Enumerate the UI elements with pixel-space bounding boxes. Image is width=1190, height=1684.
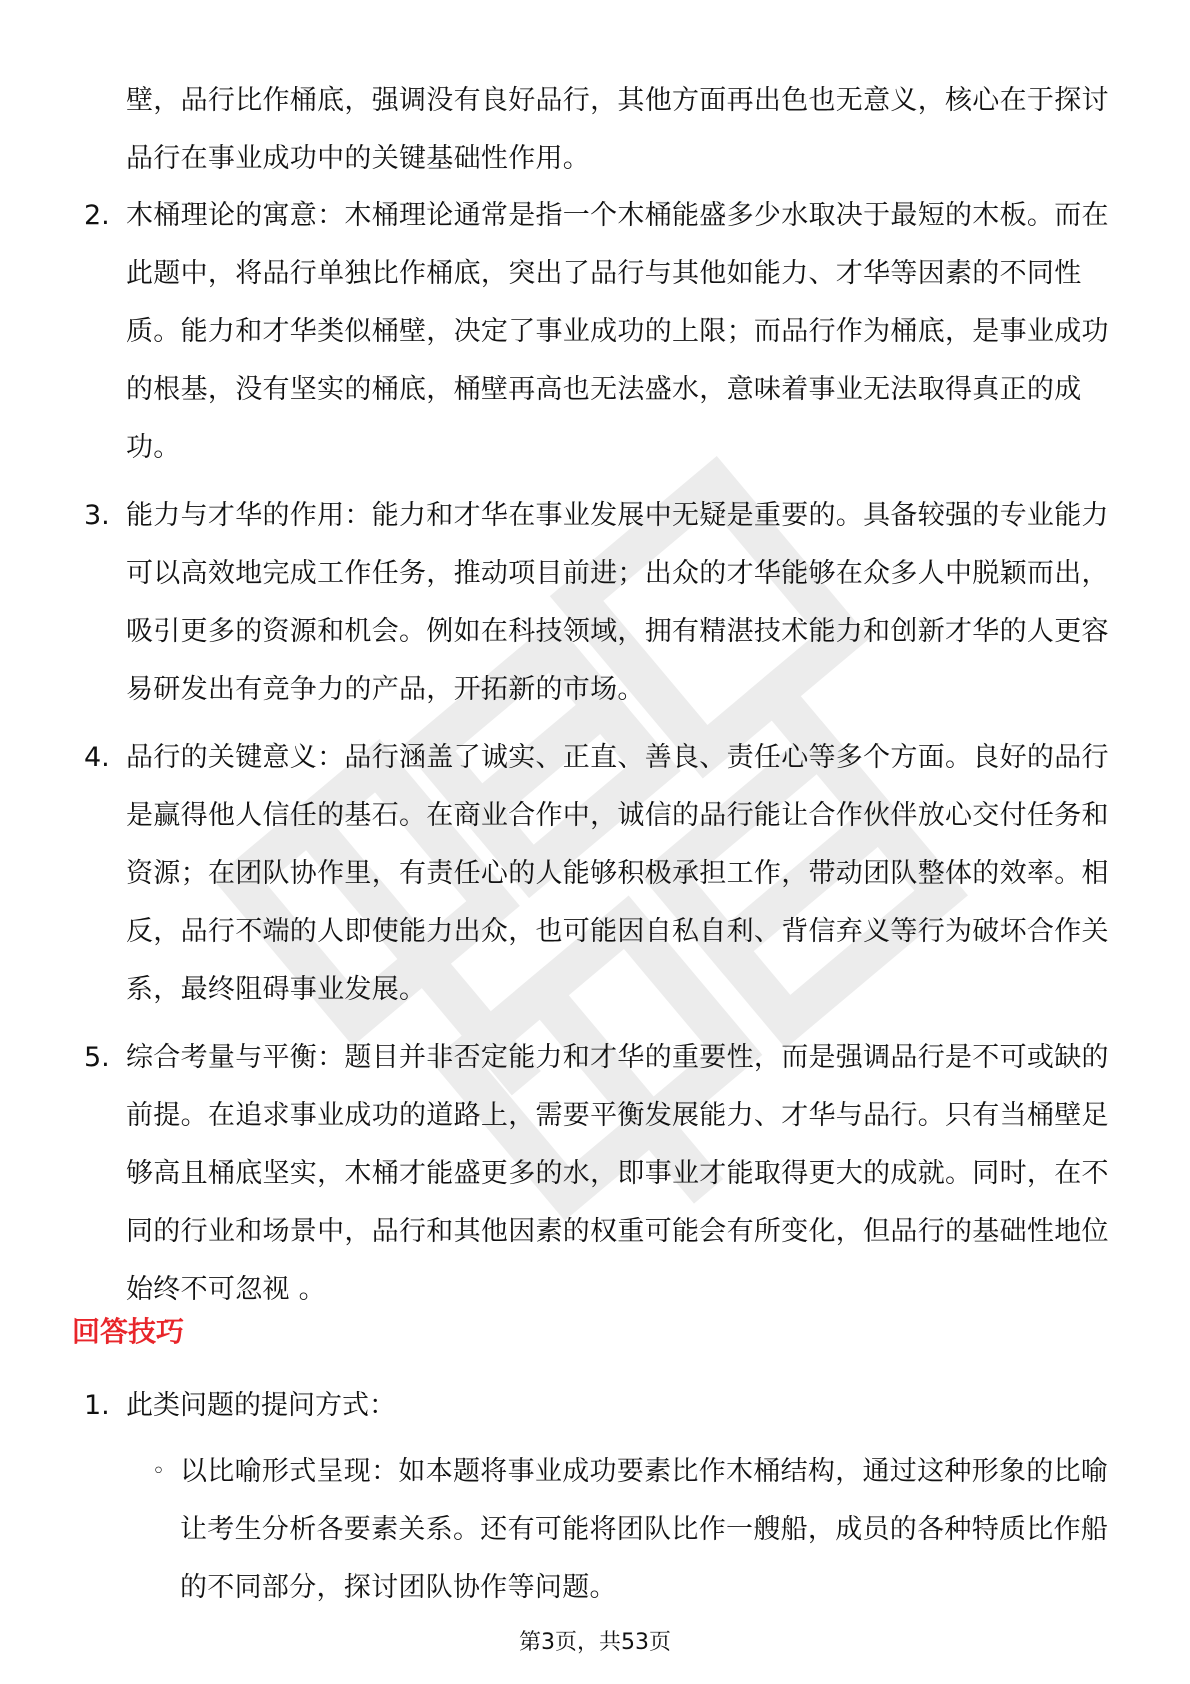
page-number-footer: 第3页，共53页: [519, 1630, 671, 1655]
list-item-text: 品行的关键意义：品行涵盖了诚实、正直、善良、责任心等多个方面。良好的品行是赢得他人信任的基石。在商业合作中，诚信的品行能让合作伙伴放心交付任务和资源；在团队协作里，有责任心的人能够积极承担工作，带动团队整体的效率。相反，品行不端的人即使能力出众，也可能因自私自利、背信弃义等行为破坏合作关系，最终阻碍事业发展。: [126, 742, 1109, 1005]
list-item: [0, 1029, 1190, 1319]
sub-list-item: [0, 1443, 1190, 1617]
section-heading-tips: 回答技巧: [72, 1315, 185, 1348]
analysis-list: [0, 187, 1190, 1329]
hollow-bullet-icon: ◦: [152, 1459, 165, 1484]
continuation-paragraph: 壁，品行比作桶底，强调没有良好品行，其他方面再出色也无意义，核心在于探讨品行在事业成功中的关键基础性作用。: [126, 85, 1109, 174]
list-item-text: 木桶理论的寓意：木桶理论通常是指一个木桶能盛多少水取决于最短的木板。而在此题中，将品行单独比作桶底，突出了品行与其他如能力、才华等因素的不同性质。能力和才华类似桶壁，决定了事业成功的上限；而品行作为桶底，是事业成功的根基，没有坚实的桶底，桶壁再高也无法盛水，意味着事业无法取得真正的成功。: [126, 200, 1109, 463]
list-item: [0, 729, 1190, 1019]
list-item-text: 此类问题的提问方式：: [126, 1390, 396, 1421]
sub-list-item-text: 以比喻形式呈现：如本题将事业成功要素比作木桶结构，通过这种形象的比喻让考生分析各要素关系。还有可能将团队比作一艘船，成员的各种特质比作船的不同部分，探讨团队协作等问题。: [180, 1456, 1109, 1603]
list-item-number: 3.: [84, 500, 110, 531]
list-item-number: 1.: [84, 1390, 110, 1421]
list-item-number: 2.: [84, 200, 110, 231]
list-item-text: 能力与才华的作用：能力和才华在事业发展中无疑是重要的。具备较强的专业能力可以高效地完成工作任务，推动项目前进；出众的才华能够在众多人中脱颖而出，吸引更多的资源和机会。例如在科技领域，拥有精湛技术能力和创新才华的人更容易研发出有竞争力的产品，开拓新的市场。: [126, 500, 1109, 705]
sub-list: [0, 1443, 1190, 1617]
list-item-text: 综合考量与平衡：题目并非否定能力和才华的重要性，而是强调品行是不可或缺的前提。在追求事业成功的道路上，需要平衡发展能力、才华与品行。只有当桶壁足够高且桶底坚实，木桶才能盛更多的水，即事业才能取得更大的成就。同时，在不同的行业和场景中，品行和其他因素的权重可能会有所变化，但品行的基础性地位始终不可忽视 。: [126, 1042, 1109, 1305]
list-item: [0, 487, 1190, 719]
list-item: [0, 187, 1190, 477]
tips-list: [0, 1377, 1190, 1627]
list-item: [0, 1377, 1190, 1617]
list-item-number: 5.: [84, 1042, 110, 1073]
list-item-number: 4.: [84, 742, 110, 773]
